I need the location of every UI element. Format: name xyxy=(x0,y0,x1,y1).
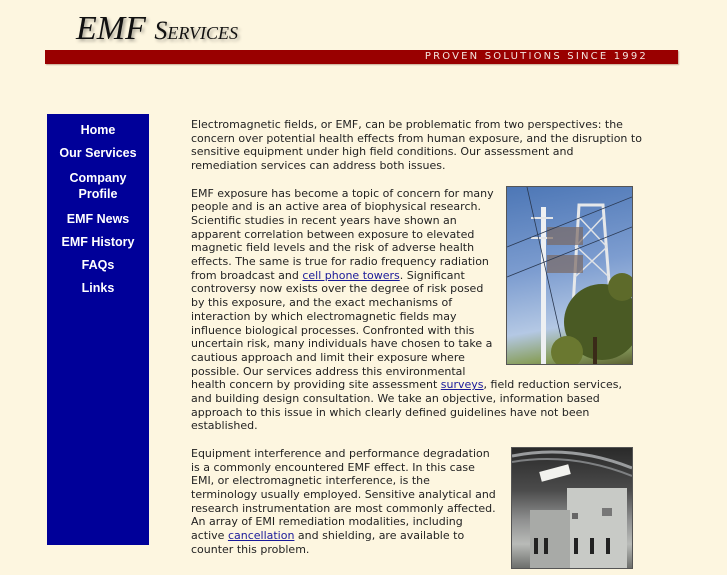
utility-pole-image-icon xyxy=(507,187,632,364)
cancellation-link[interactable]: cancellation xyxy=(227,529,295,543)
cell-phone-towers-link[interactable]: cell phone towers xyxy=(302,268,400,282)
nav-company-profile[interactable]: Company Profile xyxy=(69,171,127,201)
interference-text-1: Equipment interference and performance degradation is a commonly encountered EMF effect. In this case EMI, or electromagnetic interference, is the terminology usually employed. Sensitive analytical and research instrumentation are most commonly affected. An array of EMI remediation modalities, including active xyxy=(191,446,496,543)
nav-faqs[interactable]: FAQs xyxy=(81,258,115,272)
main-content xyxy=(191,118,643,575)
logo-text-services: Services xyxy=(154,16,239,45)
power-line-utility-pole-photo xyxy=(506,186,633,365)
nav-emf-history[interactable]: EMF History xyxy=(61,235,135,249)
exposure-paragraph xyxy=(191,187,643,434)
intro-paragraph: Electromagnetic fields, or EMF, can be problematic from two perspectives: the concern over potential health effects from human exposure, and the disruption to sensitive equipment under high field conditions. Our assessment and remediation services can address both issues. xyxy=(191,118,642,173)
surveys-link[interactable]: surveys xyxy=(440,378,484,392)
switchgear-image-icon xyxy=(512,448,632,568)
exposure-text-2: . Significant controversy now exists over the degree of risk posed by this exposure, and the exact mechanisms of interaction by which electromagnetic fields may influence biological processes. Confronted with this uncertain risk, many individuals have chosen to take a cautious approach and limit their exposure where possible. Our services address this environmental health concern by providing site assessment xyxy=(191,268,493,392)
sidebar-nav xyxy=(47,114,149,545)
nav-our-services[interactable]: Our Services xyxy=(59,146,137,160)
nav-home[interactable]: Home xyxy=(80,123,116,137)
exposure-text-3: , field reduction services, and building design consultation. We take an objective, information based approach to this issue in which clearly defined guidelines have not been established. xyxy=(191,378,623,433)
header-banner xyxy=(45,50,678,64)
logo-text-emf: EMF xyxy=(76,10,155,47)
nav-emf-news[interactable]: EMF News xyxy=(66,212,130,226)
site-logo xyxy=(76,12,238,46)
nav-links[interactable]: Links xyxy=(81,281,115,295)
interference-paragraph xyxy=(191,447,643,557)
interference-text-2: and shielding, are available to counter this problem. xyxy=(191,529,465,556)
tagline: PROVEN SOLUTIONS SINCE 1992 xyxy=(424,51,648,62)
electrical-switchgear-room-photo xyxy=(511,447,633,569)
exposure-text-1: EMF exposure has become a topic of concern for many people and is an active area of biophysical research. Scientific studies in recent years have shown an apparent correlation between exposure to elevated magnetic field levels and the risk of adverse health effects. The same is true for radio frequency radiation from broadcast and xyxy=(191,186,494,282)
